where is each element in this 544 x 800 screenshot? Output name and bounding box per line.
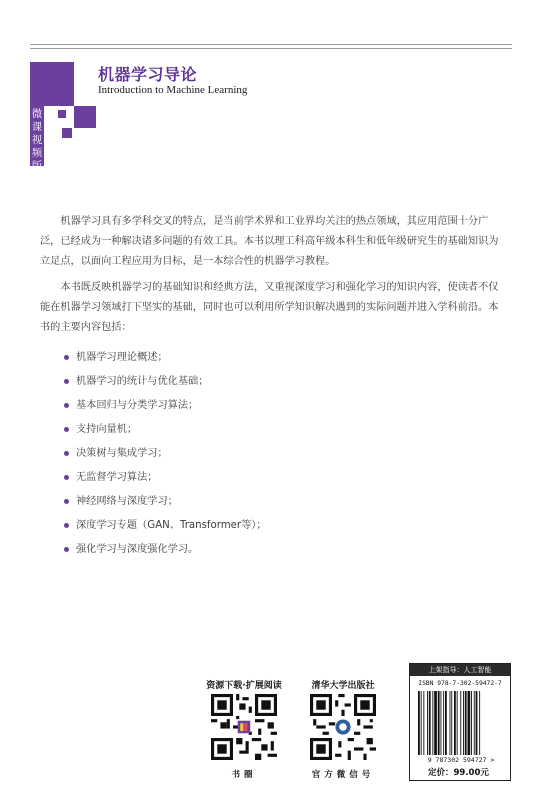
brand-block-medium — [74, 106, 96, 128]
list-item: 强化学习与深度强化学习。 — [40, 538, 502, 562]
qr-code-shuquan[interactable] — [211, 694, 277, 760]
qr-code-wechat[interactable] — [310, 694, 376, 760]
barcode-panel — [409, 663, 511, 781]
qr-left-label: 资源下载·扩展阅读 — [206, 681, 282, 691]
book-title: 机器学习导论 — [98, 65, 198, 84]
book-description — [40, 212, 502, 562]
edition-tag: 微课视频版 — [31, 108, 43, 172]
contents-list — [40, 346, 502, 562]
brand-block-small-1 — [58, 110, 66, 118]
brand-block-small-2 — [62, 128, 72, 138]
book-title-english: Introduction to Machine Learning — [98, 84, 248, 96]
qr-left-caption: 书圈 — [231, 770, 257, 780]
isbn-text: ISBN 978-7-302-59472-7 — [418, 680, 502, 687]
list-item: 深度学习专题（GAN、Transformer等）； — [40, 514, 502, 538]
qr-code-icon — [211, 694, 277, 760]
list-item: 机器学习理论概述； — [40, 346, 502, 370]
list-item: 基本回归与分类学习算法； — [40, 394, 502, 418]
list-item: 神经网络与深度学习； — [40, 490, 502, 514]
barcode-icon — [418, 691, 504, 755]
price-label: 定价：99.00元 — [428, 768, 489, 778]
list-item: 决策树与集成学习； — [40, 442, 502, 466]
description-paragraph: 本书既反映机器学习的基础知识和经典方法，又重视深度学习和强化学习的知识内容，使读者不仅能在机器学习领域打下坚实的基础，同时也可以利用所学知识解决遇到的实际问题并进入学科前沿。本书的主要内容包括： — [40, 282, 499, 333]
list-item: 无监督学习算法； — [40, 466, 502, 490]
barcode-digits: 9 787302 594727 > — [427, 756, 495, 764]
category-label: 上架指导：人工智能 — [410, 664, 510, 676]
list-item: 机器学习的统计与优化基础； — [40, 370, 502, 394]
qr-code-icon — [310, 694, 376, 760]
top-rule-2 — [30, 48, 512, 49]
qr-right-label: 清华大学出版社 — [311, 681, 375, 691]
top-rule-1 — [30, 44, 512, 45]
brand-block-large — [30, 62, 74, 106]
list-item: 支持向量机； — [40, 418, 502, 442]
qr-right-caption: 官方微信号 — [311, 770, 375, 780]
description-paragraph: 机器学习具有多学科交叉的特点，是当前学术界和工业界均关注的热点领域，其应用范围十分广泛，已经成为一种解决诸多问题的有效工具。本书以理工科高年级本科生和低年级研究生的基础知识为立足点，以面向工程应用为目标，是一本综合性的机器学习教程。 — [40, 216, 499, 267]
